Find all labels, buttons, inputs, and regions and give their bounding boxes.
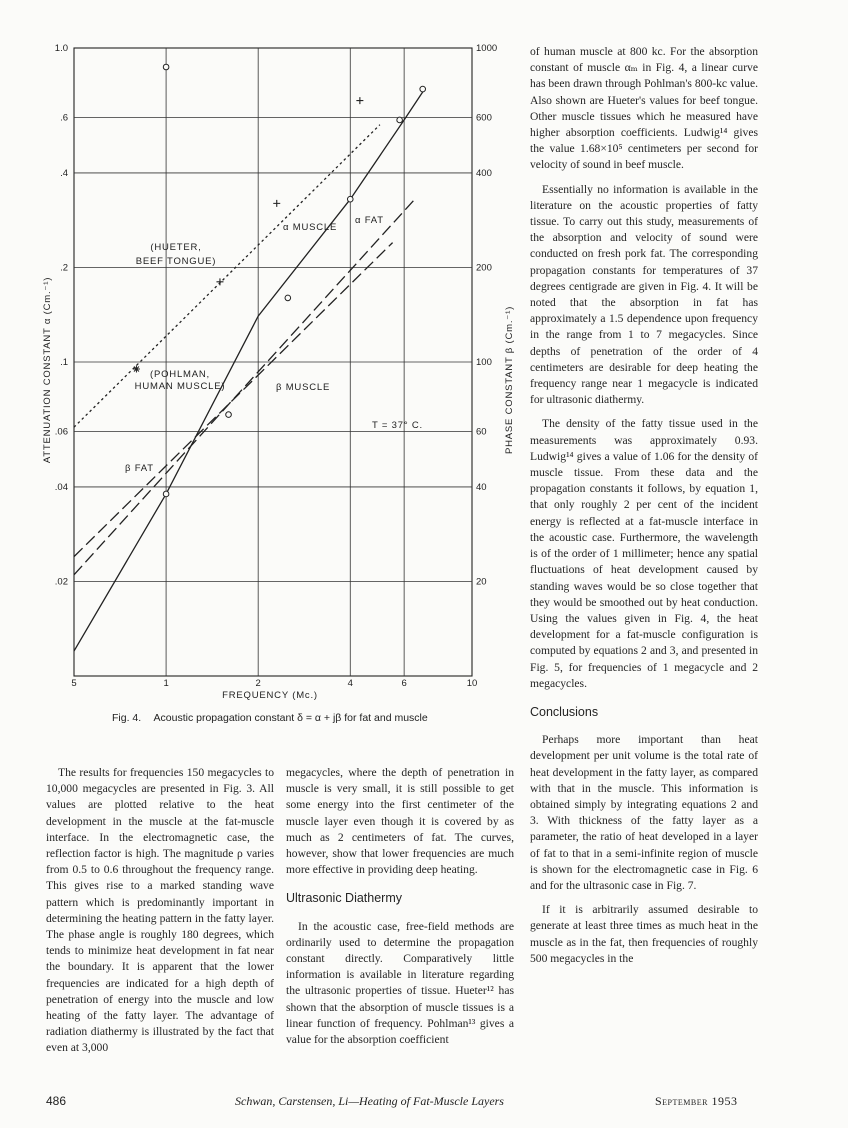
- y2-tick-label: 1000: [476, 43, 498, 54]
- data-point: [163, 64, 169, 70]
- right-column: [530, 44, 758, 975]
- data-point: [397, 117, 403, 123]
- series-line: [74, 199, 415, 575]
- series-line: [74, 89, 425, 651]
- y-tick-label: .6: [60, 112, 68, 124]
- paragraph: The results for frequencies 150 megacycles to 10,000 megacycles are presented in Fig. 3. All values are plotted relative to the heat development in the muscle at the fat-muscle interface. In the electromagnetic case, the reflection factor is high. The magnitude ρ varies from 0.5 to 0.6 throughout the frequency range. This gives rise to a marked standing wave pattern which is predominantly important in determining the heating pattern in the fatty layer. The phase angle is roughly 180 degrees, which tends to minimize heat development in fat near the boundary. It is apparent that the lower frequencies are indicated for a high depth of penetration of energy into the muscle and low heating of the fatty layer. The advantage of radiation diathermy is illustrated by the fact that even at 3,000: [46, 766, 274, 1055]
- data-point: [420, 86, 426, 92]
- paragraph: The density of the fatty tissue used in the measurements was approximately 0.93. Ludwig¹⁴ gives a value of 1.06 for the density of muscle tissue. From these data and the propagation constants it follows, by equation 1, that only roughly 2 per cent of the incident energy is reflected at a fat-muscle interface in the acoustic case. Furthermore, the wavelength is of the order of 1 millimeter; hence any spatial fluctuations of heat development caused by standing waves would be so close together that they would be smoothed out by heat conduction. Using the values given in Fig. 4, the heat development for a fat-muscle configuration is computed by equations 2 and 3, and presented in Fig. 5, for frequencies of 1 megacycle and 2 megacycles.: [530, 417, 758, 690]
- data-point: [226, 412, 232, 418]
- y-tick-label: .2: [60, 262, 68, 274]
- paragraph: megacycles, where the depth of penetration in muscle is very small, it is still possible to get some energy into the first centimeter of the muscle layer even though it is covered by as much as 2 centimeters of fat. The curves, however, show that lower frequencies are much more effective in providing deep heating.: [286, 766, 514, 877]
- x-tick-label: 10: [466, 678, 478, 689]
- annotation-hueter-line1: (HUETER,: [150, 242, 202, 253]
- issue-date: September 1953: [655, 1094, 738, 1108]
- annotation-temperature: T = 37° C.: [372, 420, 423, 431]
- series-line: [74, 125, 380, 428]
- paragraph: In the acoustic case, free-field methods are ordinarily used to determine the propagation constant directly. Comparatively little information is available in literature regarding the ultrasonic properties of tissue. Hueter¹² has shown that the absorption of muscle tissues is a linear function of frequency. Pohlman¹³ gives a value for the absorption coefficient: [286, 919, 514, 1047]
- chart-ticks: [55, 43, 497, 689]
- y-tick-label: .1: [60, 357, 68, 368]
- figure-caption: [112, 712, 532, 724]
- y2-tick-label: 400: [476, 167, 492, 179]
- middle-column: [286, 765, 514, 1056]
- annotation-beta-fat: β FAT: [125, 463, 154, 474]
- chart-grid: [74, 48, 472, 676]
- y2-tick-label: 100: [476, 357, 492, 368]
- data-point: [216, 278, 223, 285]
- chart-series: [74, 89, 425, 651]
- series-line: [74, 243, 393, 557]
- x-tick-label: 5: [71, 678, 77, 689]
- data-point: [273, 200, 280, 207]
- x-axis-label: FREQUENCY (Mc.): [222, 690, 318, 700]
- section-heading-conclusions: Conclusions: [530, 704, 599, 719]
- y-tick-label: .06: [54, 426, 68, 438]
- annotation-hueter-line2: BEEF TONGUE): [135, 256, 217, 267]
- annotation-beta-muscle: β MUSCLE: [276, 382, 331, 393]
- y-tick-label: 1.0: [54, 43, 68, 54]
- annotation-pohlman-line2: HUMAN MUSCLE): [134, 381, 226, 392]
- paragraph: Essentially no information is available in the literature on the acoustic properties of fatty tissue. To carry out this study, measurements of the absorption and velocity of sound were conducted on fresh pork fat. The corresponding propagation constants for temperatures of 37 degrees centigrade are given in Fig. 4. It will be noted that the absorption in fat has approximately a 1.5 dependence upon frequency in the range from 1 to 7 megacycles. Since depths of penetration of the order of 4 centimeters are desirable for deep heating the frequency range near 1 megacycle is indicated for ultrasonic diathermy.: [530, 182, 758, 407]
- x-tick-label: 6: [401, 678, 407, 689]
- running-title: Schwan, Carstensen, Li—Heating of Fat-Muscle Layers: [235, 1094, 504, 1108]
- data-point: [285, 295, 291, 301]
- data-point: [133, 365, 140, 372]
- data-point: [163, 491, 169, 497]
- y2-tick-label: 60: [476, 426, 487, 438]
- y-tick-label: .04: [54, 481, 68, 493]
- figure-label: Fig. 4.: [112, 712, 142, 724]
- left-column: [46, 765, 274, 1065]
- data-point: [347, 196, 353, 202]
- annotation-pohlman-line1: (POHLMAN,: [150, 369, 210, 380]
- page-number: 486: [46, 1094, 67, 1108]
- x-tick-label: 2: [255, 678, 261, 689]
- y-tick-label: .02: [54, 576, 68, 588]
- y2-tick-label: 20: [476, 576, 487, 588]
- y2-tick-label: 600: [476, 112, 492, 124]
- y2-axis-label: PHASE CONSTANT β (Cm.⁻¹): [504, 305, 515, 455]
- y2-tick-label: 200: [476, 262, 492, 274]
- annotation-alpha-muscle: α MUSCLE: [283, 222, 338, 233]
- data-point: [356, 97, 363, 104]
- x-tick-label: 4: [347, 678, 353, 689]
- paragraph: If it is arbitrarily assumed desirable to generate at least three times as much heat in the muscle as in the fat, then frequencies of roughly 500 megacycles in the: [530, 903, 758, 965]
- annotation-alpha-fat: α FAT: [355, 215, 384, 226]
- y-tick-label: .4: [60, 167, 68, 179]
- y-axis-label: ATTENUATION CONSTANT α (Cm.⁻¹): [42, 276, 53, 464]
- x-tick-label: 1: [163, 678, 169, 689]
- y2-tick-label: 40: [476, 481, 487, 493]
- figure-caption-text: Acoustic propagation constant δ = α + jβ for fat and muscle: [153, 712, 428, 724]
- paragraph: of human muscle at 800 kc. For the absorption constant of muscle αₘ in Fig. 4, a linear curve has been drawn through Pohlman's 800-kc value. Also shown are Hueter's values for beef tongue. Other muscle tissues which he measured have higher absorption coefficients. Ludwig¹⁴ gives the value 1.68×10⁵ centimeters per second for velocity of sound in beef muscle.: [530, 45, 758, 172]
- section-heading-ultrasonic: Ultrasonic Diathermy: [286, 891, 403, 906]
- paragraph: Perhaps more important than heat development per unit volume is the total rate of heat development in the fatty layer, as compared with that in the muscle. This information is obtained simply by integrating equations 2 and 3. With thickness of the fatty layer as a parameter, the ratio of heat developed in a layer of fat to that in a semi-infinite region of muscle is shown for the electromagnetic case in Fig. 6 and for the ultrasonic case in Fig. 7.: [530, 733, 758, 892]
